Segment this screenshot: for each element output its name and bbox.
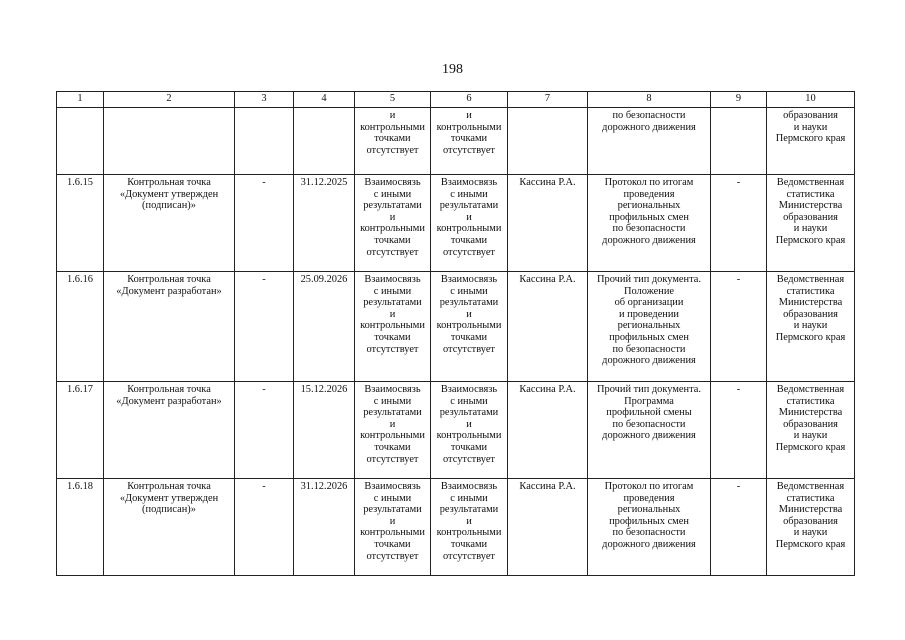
cell-name bbox=[104, 272, 235, 382]
cell-line: отсутствует bbox=[443, 453, 495, 465]
cell-line: статистика bbox=[786, 188, 835, 200]
cell-line: Пермского края bbox=[775, 441, 846, 453]
col-header-6: 6 bbox=[431, 92, 508, 108]
cell-col9 bbox=[711, 108, 767, 175]
col-header-5: 5 bbox=[355, 92, 431, 108]
cell-line: точками bbox=[450, 331, 488, 343]
cell-line: с иными bbox=[373, 492, 412, 504]
cell-relation-6 bbox=[431, 272, 508, 382]
cell-relation-6 bbox=[431, 382, 508, 479]
cell-line: результатами bbox=[439, 407, 499, 419]
cell-line: с иными bbox=[450, 395, 488, 407]
cell-responsible: Кассина Р.А. bbox=[508, 175, 588, 272]
cell-line: дорожного движения bbox=[602, 121, 696, 133]
page-number: 198 bbox=[442, 62, 463, 77]
cell-line: с иными bbox=[373, 285, 412, 297]
cell-relation-6 bbox=[431, 479, 508, 576]
cell-document bbox=[588, 175, 711, 272]
cell-line: Протокол по итогам bbox=[604, 177, 694, 188]
cell-line: Министерства bbox=[778, 297, 843, 309]
cell-source bbox=[767, 175, 855, 272]
cell-line: дорожного движения bbox=[602, 538, 696, 550]
cell-line: образования bbox=[783, 418, 838, 430]
cell-line: и bbox=[389, 418, 396, 430]
cell-line: и bbox=[389, 308, 396, 320]
cell-line: по безопасности bbox=[612, 343, 686, 355]
cell-line: контрольными bbox=[360, 223, 425, 235]
cell-document bbox=[588, 108, 711, 175]
cell-line: Взаимосвязь bbox=[364, 177, 421, 188]
cell-id: 1.6.15 bbox=[57, 175, 104, 272]
cell-line: образования bbox=[783, 308, 838, 320]
cell-line: контрольными bbox=[360, 527, 425, 539]
cell-responsible: Кассина Р.А. bbox=[508, 479, 588, 576]
cell-line: отсутствует bbox=[366, 246, 419, 258]
table-row bbox=[57, 479, 855, 576]
col-header-10: 10 bbox=[767, 92, 855, 108]
cell-source bbox=[767, 382, 855, 479]
cell-relation-6 bbox=[431, 108, 508, 175]
cell-line: Контрольная точка bbox=[127, 384, 211, 395]
cell-line: отсутствует bbox=[443, 246, 495, 258]
cell-col9: - bbox=[711, 175, 767, 272]
cell-line: Взаимосвязь bbox=[440, 274, 498, 285]
cell-relation-5 bbox=[355, 382, 431, 479]
cell-line: Министерства bbox=[778, 407, 843, 419]
cell-line: (подписан)» bbox=[142, 200, 196, 212]
cell-relation-5 bbox=[355, 479, 431, 576]
cell-line: и bbox=[466, 515, 472, 527]
cell-line: проведения bbox=[623, 492, 675, 504]
cell-line: Прочий тип документа. bbox=[597, 274, 701, 285]
table-row bbox=[57, 175, 855, 272]
col-header-4: 4 bbox=[294, 92, 355, 108]
cell-col3: - bbox=[235, 479, 294, 576]
cell-line: контрольными bbox=[360, 430, 425, 442]
cell-line: результатами bbox=[439, 297, 499, 309]
cell-line: по безопасности bbox=[612, 223, 686, 235]
cell-line: точками bbox=[450, 441, 488, 453]
cell-source bbox=[767, 108, 855, 175]
cell-line: и науки bbox=[793, 121, 828, 133]
cell-line: и науки bbox=[793, 527, 828, 539]
cell-line: по безопасности bbox=[612, 527, 686, 539]
cell-line: Ведомственная bbox=[776, 384, 845, 395]
cell-line: контрольными bbox=[360, 320, 425, 332]
cell-line: контрольными bbox=[360, 121, 425, 133]
cell-line: профильных смен bbox=[609, 331, 689, 343]
cell-col3: - bbox=[235, 382, 294, 479]
cell-line: отсутствует bbox=[366, 144, 419, 156]
cell-line: точками bbox=[450, 133, 488, 145]
cell-name bbox=[104, 175, 235, 272]
col-header-8: 8 bbox=[588, 92, 711, 108]
cell-line: Контрольная точка bbox=[127, 274, 211, 285]
cell-line: образования bbox=[783, 515, 838, 527]
cell-line: и bbox=[389, 211, 396, 223]
cell-line: профильных смен bbox=[609, 515, 689, 527]
cell-line: контрольными bbox=[436, 121, 502, 133]
cell-line: дорожного движения bbox=[602, 430, 696, 442]
cell-line: Ведомственная bbox=[776, 177, 845, 188]
cell-line: и науки bbox=[793, 320, 828, 332]
cell-line: Контрольная точка bbox=[127, 481, 211, 492]
cell-line: с иными bbox=[450, 285, 488, 297]
cell-line: контрольными bbox=[436, 430, 502, 442]
cell-line: Пермского края bbox=[775, 538, 846, 550]
cell-line: и bbox=[466, 308, 472, 320]
cell-col9: - bbox=[711, 479, 767, 576]
cell-line: Прочий тип документа. bbox=[597, 384, 701, 395]
cell-line: Пермского края bbox=[775, 234, 846, 246]
cell-line: результатами bbox=[363, 504, 422, 516]
cell-line: и проведении bbox=[618, 308, 679, 320]
cell-col3 bbox=[235, 108, 294, 175]
cell-line: «Документ разработан» bbox=[116, 285, 222, 297]
cell-line: результатами bbox=[363, 200, 422, 212]
cell-line: «Документ разработан» bbox=[116, 395, 222, 407]
cell-line: Взаимосвязь bbox=[364, 481, 421, 492]
cell-line: Контрольная точка bbox=[127, 177, 211, 188]
cell-line: образования bbox=[783, 211, 838, 223]
cell-name bbox=[104, 479, 235, 576]
cell-name bbox=[104, 382, 235, 479]
cell-col9: - bbox=[711, 272, 767, 382]
cell-line: об организации bbox=[614, 297, 684, 309]
cell-line: проведения bbox=[623, 188, 675, 200]
cell-line: Взаимосвязь bbox=[440, 481, 498, 492]
cell-line: и bbox=[466, 211, 472, 223]
cell-document bbox=[588, 382, 711, 479]
cell-line: точками bbox=[374, 133, 411, 145]
cell-col9: - bbox=[711, 382, 767, 479]
col-header-7: 7 bbox=[508, 92, 588, 108]
cell-line: точками bbox=[450, 538, 488, 550]
col-header-1: 1 bbox=[57, 92, 104, 108]
cell-line: результатами bbox=[363, 297, 422, 309]
cell-line: отсутствует bbox=[443, 144, 495, 156]
cell-line: Взаимосвязь bbox=[364, 384, 421, 395]
col-header-9: 9 bbox=[711, 92, 767, 108]
cell-line: отсутствует bbox=[443, 343, 495, 355]
cell-line: «Документ утвержден bbox=[119, 188, 219, 200]
cell-line: дорожного движения bbox=[602, 234, 696, 246]
table-row bbox=[57, 382, 855, 479]
cell-line: отсутствует bbox=[366, 550, 419, 562]
cell-source bbox=[767, 272, 855, 382]
cell-line: по безопасности bbox=[612, 418, 686, 430]
cell-line: «Документ утвержден bbox=[119, 492, 219, 504]
cell-line: с иными bbox=[373, 188, 412, 200]
cell-relation-6 bbox=[431, 175, 508, 272]
cell-line: Взаимосвязь bbox=[364, 274, 421, 285]
cell-line: и науки bbox=[793, 223, 828, 235]
cell-col3: - bbox=[235, 175, 294, 272]
cell-document bbox=[588, 272, 711, 382]
cell-date bbox=[294, 108, 355, 175]
cell-col3: - bbox=[235, 272, 294, 382]
table-row bbox=[57, 272, 855, 382]
cell-id: 1.6.16 bbox=[57, 272, 104, 382]
cell-line: точками bbox=[374, 441, 411, 453]
cell-line: точками bbox=[374, 331, 411, 343]
cell-date: 25.09.2026 bbox=[294, 272, 355, 382]
cell-line: контрольными bbox=[436, 223, 502, 235]
cell-line: Программа bbox=[624, 395, 674, 407]
cell-line: и bbox=[389, 515, 396, 527]
cell-relation-5 bbox=[355, 108, 431, 175]
cell-date: 31.12.2026 bbox=[294, 479, 355, 576]
cell-line: (подписан)» bbox=[142, 504, 196, 516]
cell-line: и науки bbox=[793, 430, 828, 442]
cell-line: и bbox=[466, 418, 472, 430]
cell-date: 31.12.2025 bbox=[294, 175, 355, 272]
cell-line: контрольными bbox=[436, 320, 502, 332]
cell-line: и bbox=[389, 110, 396, 121]
continuation-row bbox=[57, 108, 855, 175]
cell-line: с иными bbox=[450, 188, 488, 200]
cell-line: региональных bbox=[617, 200, 681, 212]
cell-line: региональных bbox=[617, 504, 681, 516]
cell-line: Министерства bbox=[778, 504, 843, 516]
cell-line: по безопасности bbox=[612, 110, 686, 121]
cell-line: отсутствует bbox=[366, 343, 419, 355]
cell-responsible: Кассина Р.А. bbox=[508, 272, 588, 382]
cell-id: 1.6.17 bbox=[57, 382, 104, 479]
cell-line: Ведомственная bbox=[776, 481, 845, 492]
cell-line: статистика bbox=[786, 395, 835, 407]
cell-line: Министерства bbox=[778, 200, 843, 212]
cell-document bbox=[588, 479, 711, 576]
cell-line: Взаимосвязь bbox=[440, 384, 498, 395]
cell-line: Положение bbox=[623, 285, 675, 297]
cell-line: результатами bbox=[439, 504, 499, 516]
cell-line: региональных bbox=[617, 320, 681, 332]
cell-line: Ведомственная bbox=[776, 274, 845, 285]
cell-line: с иными bbox=[373, 395, 412, 407]
cell-line: с иными bbox=[450, 492, 488, 504]
cell-name bbox=[104, 108, 235, 175]
cell-id bbox=[57, 108, 104, 175]
cell-line: статистика bbox=[786, 285, 835, 297]
cell-line: Пермского края bbox=[775, 133, 846, 145]
cell-line: статистика bbox=[786, 492, 835, 504]
cell-line: точками bbox=[374, 234, 411, 246]
cell-line: Протокол по итогам bbox=[604, 481, 694, 492]
cell-date: 15.12.2026 bbox=[294, 382, 355, 479]
cell-line: точками bbox=[374, 538, 411, 550]
cell-line: дорожного движения bbox=[602, 355, 696, 367]
cell-responsible: Кассина Р.А. bbox=[508, 382, 588, 479]
cell-line: и bbox=[466, 110, 472, 121]
header-row bbox=[57, 92, 855, 108]
cell-line: контрольными bbox=[436, 527, 502, 539]
cell-line: профильных смен bbox=[609, 211, 689, 223]
cell-line: Пермского края bbox=[775, 331, 846, 343]
cell-responsible bbox=[508, 108, 588, 175]
cell-line: отсутствует bbox=[366, 453, 419, 465]
cell-line: результатами bbox=[363, 407, 422, 419]
cell-id: 1.6.18 bbox=[57, 479, 104, 576]
control-points-table bbox=[56, 91, 855, 576]
cell-line: результатами bbox=[439, 200, 499, 212]
col-header-3: 3 bbox=[235, 92, 294, 108]
cell-line: Взаимосвязь bbox=[440, 177, 498, 188]
cell-line: отсутствует bbox=[443, 550, 495, 562]
cell-source bbox=[767, 479, 855, 576]
cell-relation-5 bbox=[355, 272, 431, 382]
col-header-2: 2 bbox=[104, 92, 235, 108]
cell-line: образования bbox=[783, 110, 838, 121]
cell-line: точками bbox=[450, 234, 488, 246]
cell-line: профильной смены bbox=[606, 407, 692, 419]
cell-relation-5 bbox=[355, 175, 431, 272]
